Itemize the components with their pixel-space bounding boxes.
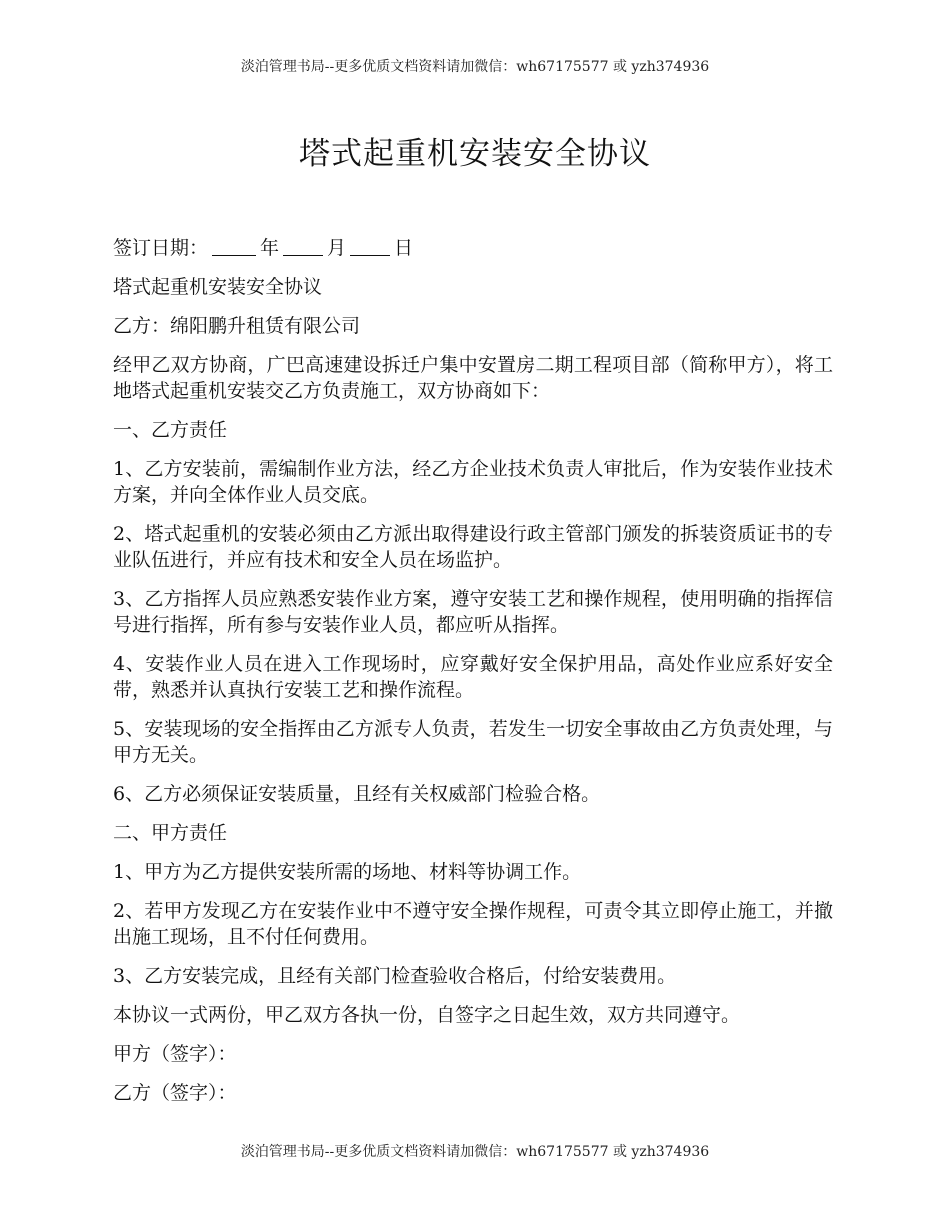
party-a-signature-line: 甲方（签字）： [113, 1043, 237, 1065]
document-body [113, 235, 833, 1119]
clause: 3、乙方指挥人员应熟悉安装作业方案，遵守安装工艺和操作规程，使用明确的指挥信号进行指挥，所有参与安装作业人员，都应听从指挥。 [113, 588, 833, 636]
month-label: 月 [327, 237, 347, 259]
closing-paragraph: 本协议一式两份，甲乙双方各执一份，自签字之日起生效，双方共同遵守。 [113, 1004, 741, 1026]
signing-date-line [113, 235, 833, 261]
party-b-line: 乙方：绵阳鹏升租赁有限公司 [113, 315, 361, 337]
intro-paragraph: 经甲乙双方协商，广巴高速建设拆迁户集中安置房二期工程项目部（简称甲方），将工地塔式起重机安装交乙方负责施工，双方协商如下： [113, 354, 833, 402]
page-header: 淡泊管理书局--更多优质文档资料请加微信：wh67175577 或 yzh374936 [240, 59, 710, 75]
clause: 3、乙方安装完成，且经有关部门检查验收合格后，付给安装费用。 [113, 965, 677, 987]
clause: 2、若甲方发现乙方在安装作业中不遵守安全操作规程，可责令其立即停止施工，并撤出施工现场，且不付任何费用。 [113, 900, 833, 948]
clause: 5、安装现场的安全指挥由乙方派专人负责，若发生一切安全事故由乙方负责处理，与甲方无关。 [113, 718, 833, 766]
day-blank [350, 237, 390, 256]
clause: 1、甲方为乙方提供安装所需的场地、材料等协调工作。 [113, 861, 582, 883]
year-blank [212, 237, 256, 256]
page-footer: 淡泊管理书局--更多优质文档资料请加微信：wh67175577 或 yzh374936 [240, 1144, 710, 1160]
year-label: 年 [260, 237, 280, 259]
signing-date-label: 签订日期： [113, 237, 209, 259]
party-b-signature-line: 乙方（签字）： [113, 1082, 237, 1104]
subtitle: 塔式起重机安装安全协议 [113, 276, 323, 298]
document-title: 塔式起重机安装安全协议 [299, 136, 651, 172]
clause: 1、乙方安装前，需编制作业方法，经乙方企业技术负责人审批后，作为安装作业技术方案，并向全体作业人员交底。 [113, 458, 833, 506]
section-heading: 一、乙方责任 [113, 419, 228, 441]
clause: 6、乙方必须保证安装质量，且经有关权威部门检验合格。 [113, 783, 601, 805]
clause: 2、塔式起重机的安装必须由乙方派出取得建设行政主管部门颁发的拆装资质证书的专业队伍进行，并应有技术和安全人员在场监护。 [113, 523, 833, 571]
month-blank [283, 237, 323, 256]
clause: 4、安装作业人员在进入工作现场时，应穿戴好安全保护用品，高处作业应系好安全带，熟悉并认真执行安装工艺和操作流程。 [113, 653, 833, 701]
section-heading: 二、甲方责任 [113, 822, 228, 844]
day-label: 日 [394, 237, 414, 259]
